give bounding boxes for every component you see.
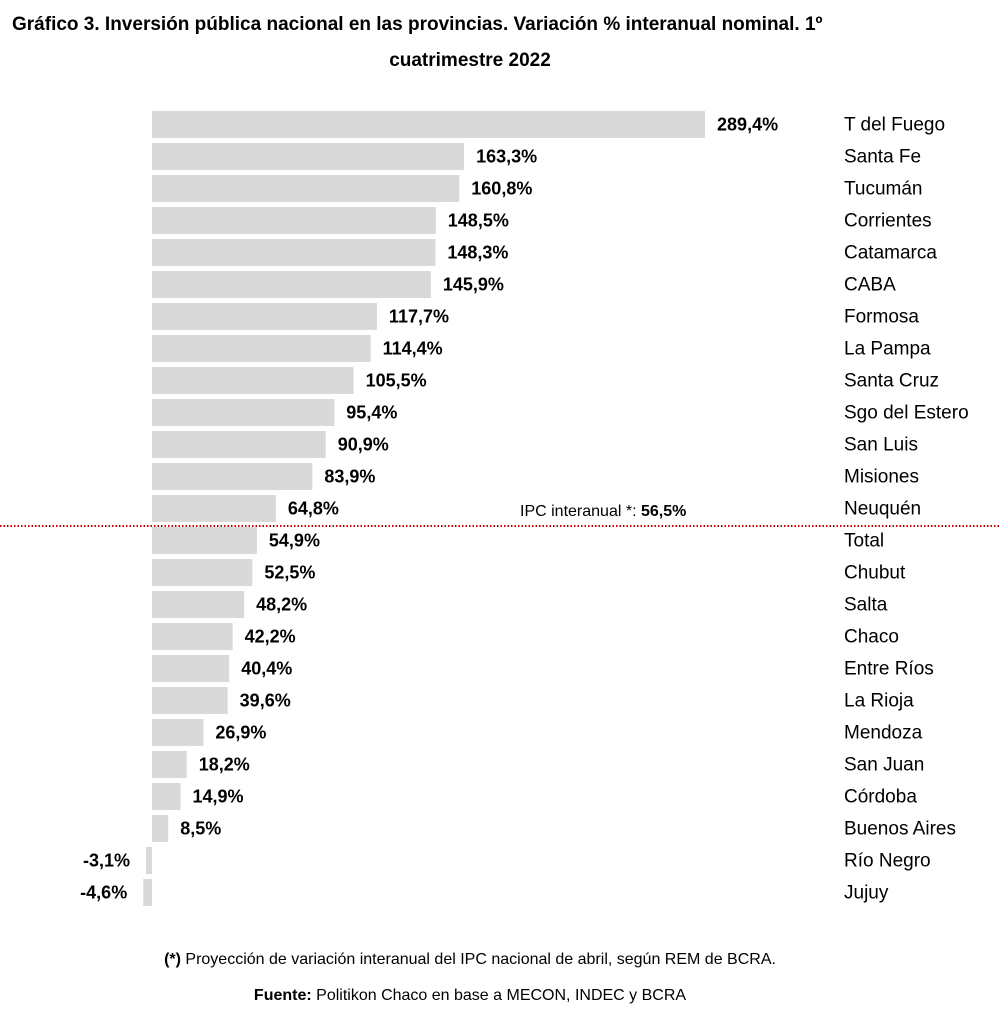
value-label-15: 48,2% — [256, 594, 308, 615]
value-label-1: 163,3% — [476, 146, 538, 167]
category-label-5: CABA — [844, 274, 896, 296]
bar-0 — [152, 111, 705, 138]
footnote-marker: (*) — [164, 951, 181, 968]
reference-line-label-value: 56,5% — [640, 503, 687, 520]
value-label-23: -3,1% — [83, 850, 131, 871]
category-label-11: Misiones — [844, 466, 919, 488]
reference-line-label-prefix: IPC interanual *: — [520, 503, 641, 520]
category-label-3: Corrientes — [844, 210, 932, 232]
bar-20 — [152, 751, 187, 778]
bar-1 — [152, 143, 464, 170]
value-label-0: 289,4% — [717, 114, 779, 135]
value-label-14: 52,5% — [264, 562, 316, 583]
source-note — [0, 978, 940, 1014]
footnote — [0, 942, 940, 978]
category-label-1: Santa Fe — [844, 146, 922, 168]
value-label-10: 90,9% — [337, 434, 389, 455]
value-label-4: 148,3% — [447, 242, 509, 263]
value-label-24: -4,6% — [80, 882, 128, 903]
value-label-11: 83,9% — [324, 466, 376, 487]
category-label-4: Catamarca — [844, 242, 937, 264]
bar-10 — [152, 431, 326, 458]
value-label-17: 40,4% — [241, 658, 293, 679]
category-label-0: T del Fuego — [844, 114, 946, 136]
category-label-7: La Pampa — [844, 338, 931, 360]
bar-22 — [152, 815, 168, 842]
value-label-19: 26,9% — [215, 722, 267, 743]
value-label-18: 39,6% — [239, 690, 291, 711]
category-label-2: Tucumán — [844, 178, 923, 200]
category-label-22: Buenos Aires — [844, 818, 956, 840]
value-label-7: 114,4% — [382, 338, 443, 359]
category-label-13: Total — [844, 530, 885, 552]
bar-3 — [152, 207, 436, 234]
value-label-13: 54,9% — [268, 530, 320, 551]
bar-2 — [152, 175, 459, 202]
chart-title-line-1: Gráfico 3. Inversión pública nacional en las provincias. Variación % interanual nominal. 1º — [12, 14, 823, 35]
source-text: Politikon Chaco en base a MECON, INDEC y BCRA — [311, 987, 687, 1004]
bar-23 — [146, 847, 152, 874]
bar-12 — [152, 495, 276, 522]
chart-notes — [0, 942, 940, 1014]
footnote-text: Proyección de variación interanual del IPC nacional de abril, según REM de BCRA. — [180, 951, 776, 968]
category-label-6: Formosa — [844, 306, 919, 328]
category-label-23: Río Negro — [844, 850, 931, 872]
reference-line-label — [520, 503, 686, 520]
value-label-12: 64,8% — [287, 498, 339, 519]
category-label-16: Chaco — [844, 626, 899, 648]
bar-14 — [152, 559, 252, 586]
bar-24 — [143, 879, 152, 906]
category-label-17: Entre Ríos — [844, 658, 934, 680]
category-label-21: Córdoba — [844, 786, 917, 808]
category-label-10: San Luis — [844, 434, 918, 456]
bar-19 — [152, 719, 203, 746]
category-label-12: Neuquén — [844, 498, 922, 520]
category-label-8: Santa Cruz — [844, 370, 940, 392]
bar-8 — [152, 367, 354, 394]
value-label-5: 145,9% — [442, 274, 504, 295]
bar-16 — [152, 623, 233, 650]
category-label-24: Jujuy — [844, 882, 889, 904]
value-label-3: 148,5% — [447, 210, 509, 231]
bar-5 — [152, 271, 431, 298]
bar-7 — [152, 335, 371, 362]
bar-6 — [152, 303, 377, 330]
value-label-8: 105,5% — [365, 370, 427, 391]
bar-15 — [152, 591, 244, 618]
bar-9 — [152, 399, 334, 426]
bar-11 — [152, 463, 312, 490]
value-label-20: 18,2% — [198, 754, 250, 775]
bar-18 — [152, 687, 228, 714]
value-label-6: 117,7% — [388, 306, 449, 327]
category-label-18: La Rioja — [844, 690, 914, 712]
value-label-9: 95,4% — [346, 402, 398, 423]
category-label-20: San Juan — [844, 754, 925, 776]
category-label-15: Salta — [844, 594, 888, 616]
value-label-2: 160,8% — [471, 178, 533, 199]
source-label: Fuente: — [253, 987, 312, 1004]
chart-title-line-2: cuatrimestre 2022 — [389, 50, 551, 71]
bar-chart — [0, 100, 1000, 915]
bar-13 — [152, 527, 257, 554]
bar-17 — [152, 655, 229, 682]
category-label-14: Chubut — [844, 562, 906, 584]
category-label-19: Mendoza — [844, 722, 923, 744]
value-label-21: 14,9% — [192, 786, 244, 807]
value-label-16: 42,2% — [244, 626, 296, 647]
value-label-22: 8,5% — [180, 818, 222, 839]
bar-4 — [152, 239, 435, 266]
category-label-9: Sgo del Estero — [844, 402, 969, 424]
bar-21 — [152, 783, 180, 810]
